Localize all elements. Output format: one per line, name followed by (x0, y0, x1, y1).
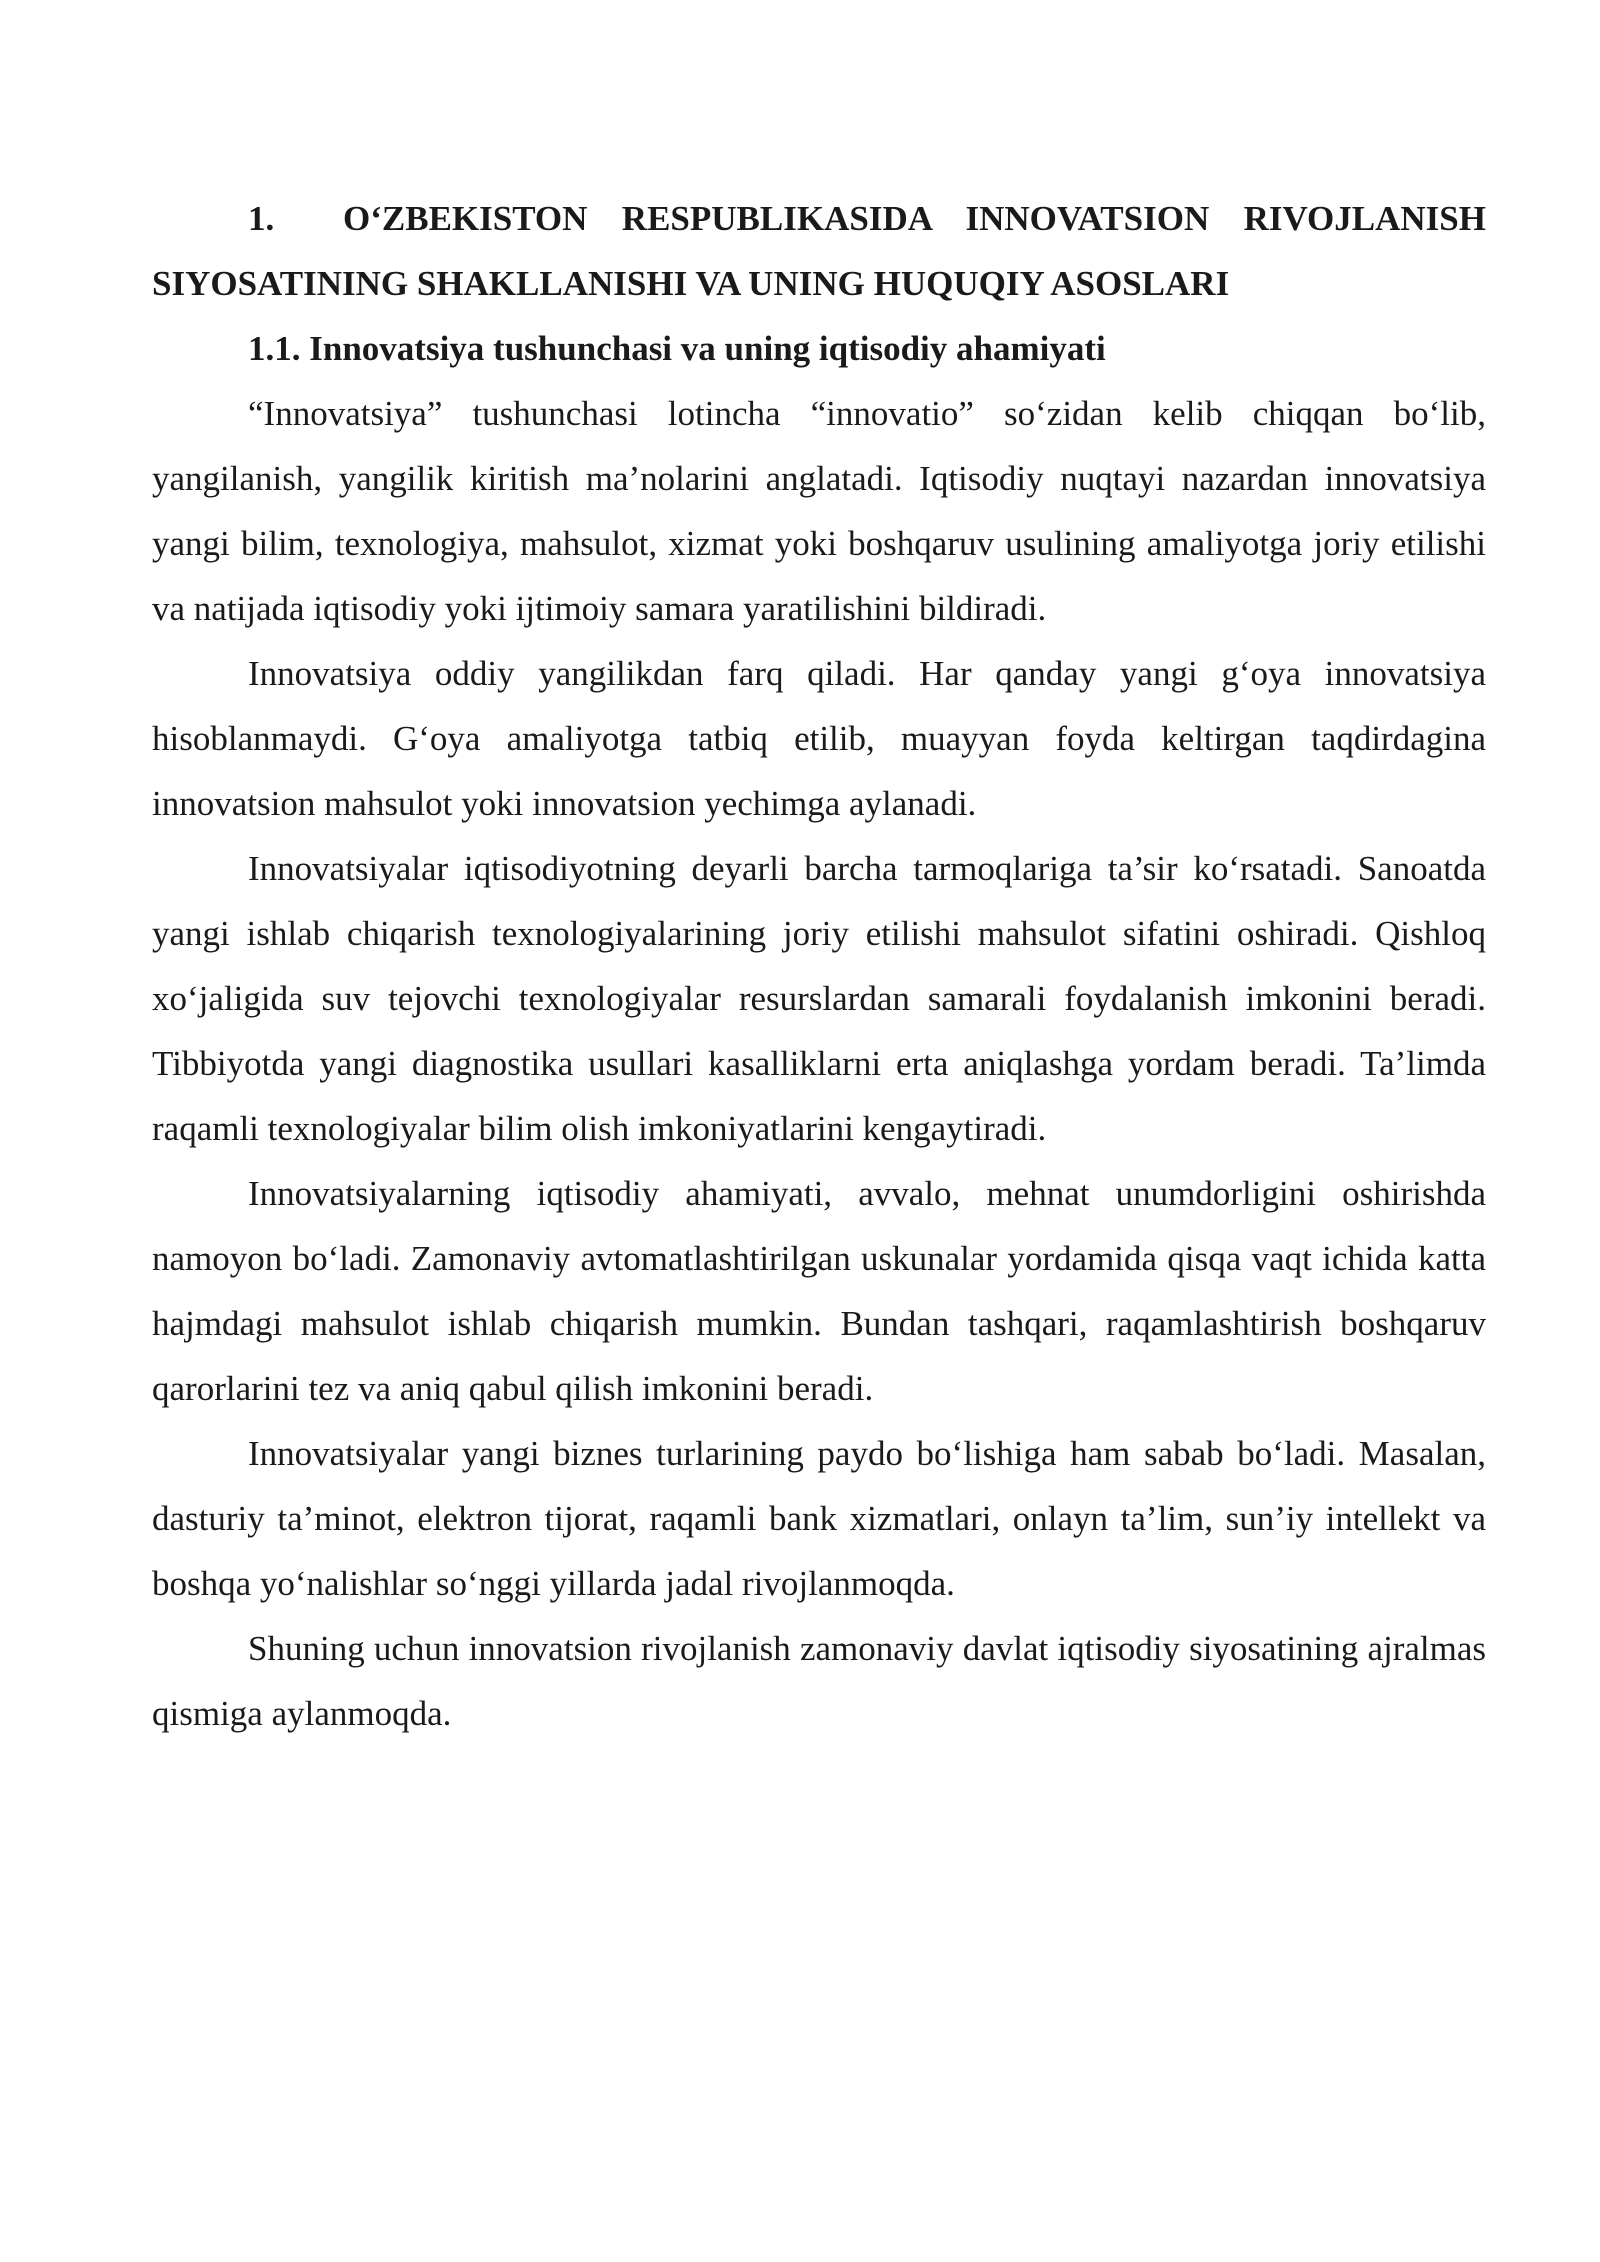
chapter-title (152, 186, 1486, 316)
paragraph-2: Innovatsiya oddiy yangilikdan farq qiladi. Har qanday yangi g‘oya innovatsiya hisoblanmaydi. G‘oya amaliyotga tatbiq etilib, muayyan foyda keltirgan taqdirdagina innovatsion mahsulot yoki innovatsion yechimga aylanadi. (152, 654, 1486, 823)
paragraph-6: Shuning uchun innovatsion rivojlanish zamonaviy davlat iqtisodiy siyosatining ajralmas qismiga aylanmoqda. (152, 1629, 1486, 1733)
paragraph-1: “Innovatsiya” tushunchasi lotincha “innovatio” so‘zidan kelib chiqqan bo‘lib, yangilanish, yangilik kiritish ma’nolarini anglatadi. Iqtisodiy nuqtayi nazardan innovatsiya yangi bilim, texnologiya, mahsulot, xizmat yoki boshqaruv usulining amaliyotga joriy etilishi va natijada iqtisodiy yoki ijtimoiy samara yaratilishini bildiradi. (152, 394, 1486, 628)
section-title (152, 316, 1486, 381)
paragraph-3: Innovatsiyalar iqtisodiyotning deyarli barcha tarmoqlariga ta’sir ko‘rsatadi. Sanoatda yangi ishlab chiqarish texnologiyalarining joriy etilishi mahsulot sifatini oshiradi. Qishloq xo‘jaligida suv tejovchi texnologiyalar resurslardan samarali foydalanish imkonini beradi. Tibbiyotda yangi diagnostika usullari kasalliklarni erta aniqlashga yordam beradi. Ta’limda raqamli texnologiyalar bilim olish imkoniyatlarini kengaytiradi. (152, 849, 1486, 1148)
paragraph-4: Innovatsiyalarning iqtisodiy ahamiyati, avvalo, mehnat unumdorligini oshirishda namoyon bo‘ladi. Zamonaviy avtomatlashtirilgan uskunalar yordamida qisqa vaqt ichida katta hajmdagi mahsulot ishlab chiqarish mumkin. Bundan tashqari, raqamlashtirish boshqaruv qarorlarini tez va aniq qabul qilish imkonini beradi. (152, 1174, 1486, 1408)
section-title-text: Innovatsiya tushunchasi va uning iqtisodiy ahamiyati (309, 329, 1106, 368)
paragraph-5: Innovatsiyalar yangi biznes turlarining paydo bo‘lishiga ham sabab bo‘ladi. Masalan, dasturiy ta’minot, elektron tijorat, raqamli bank xizmatlari, onlayn ta’lim, sun’iy intellekt va boshqa yo‘nalishlar so‘nggi yillarda jadal rivojlanmoqda. (152, 1434, 1486, 1603)
chapter-number: 1. (248, 199, 275, 238)
section-number: 1.1. (248, 329, 301, 368)
chapter-title-text: O‘ZBEKISTON RESPUBLIKASIDA INNOVATSION RIVOJLANISH SIYOSATINING SHAKLLANISHI VA UNING HUQUQIY ASOSLARI (152, 199, 1486, 303)
document-page (152, 186, 1486, 1746)
